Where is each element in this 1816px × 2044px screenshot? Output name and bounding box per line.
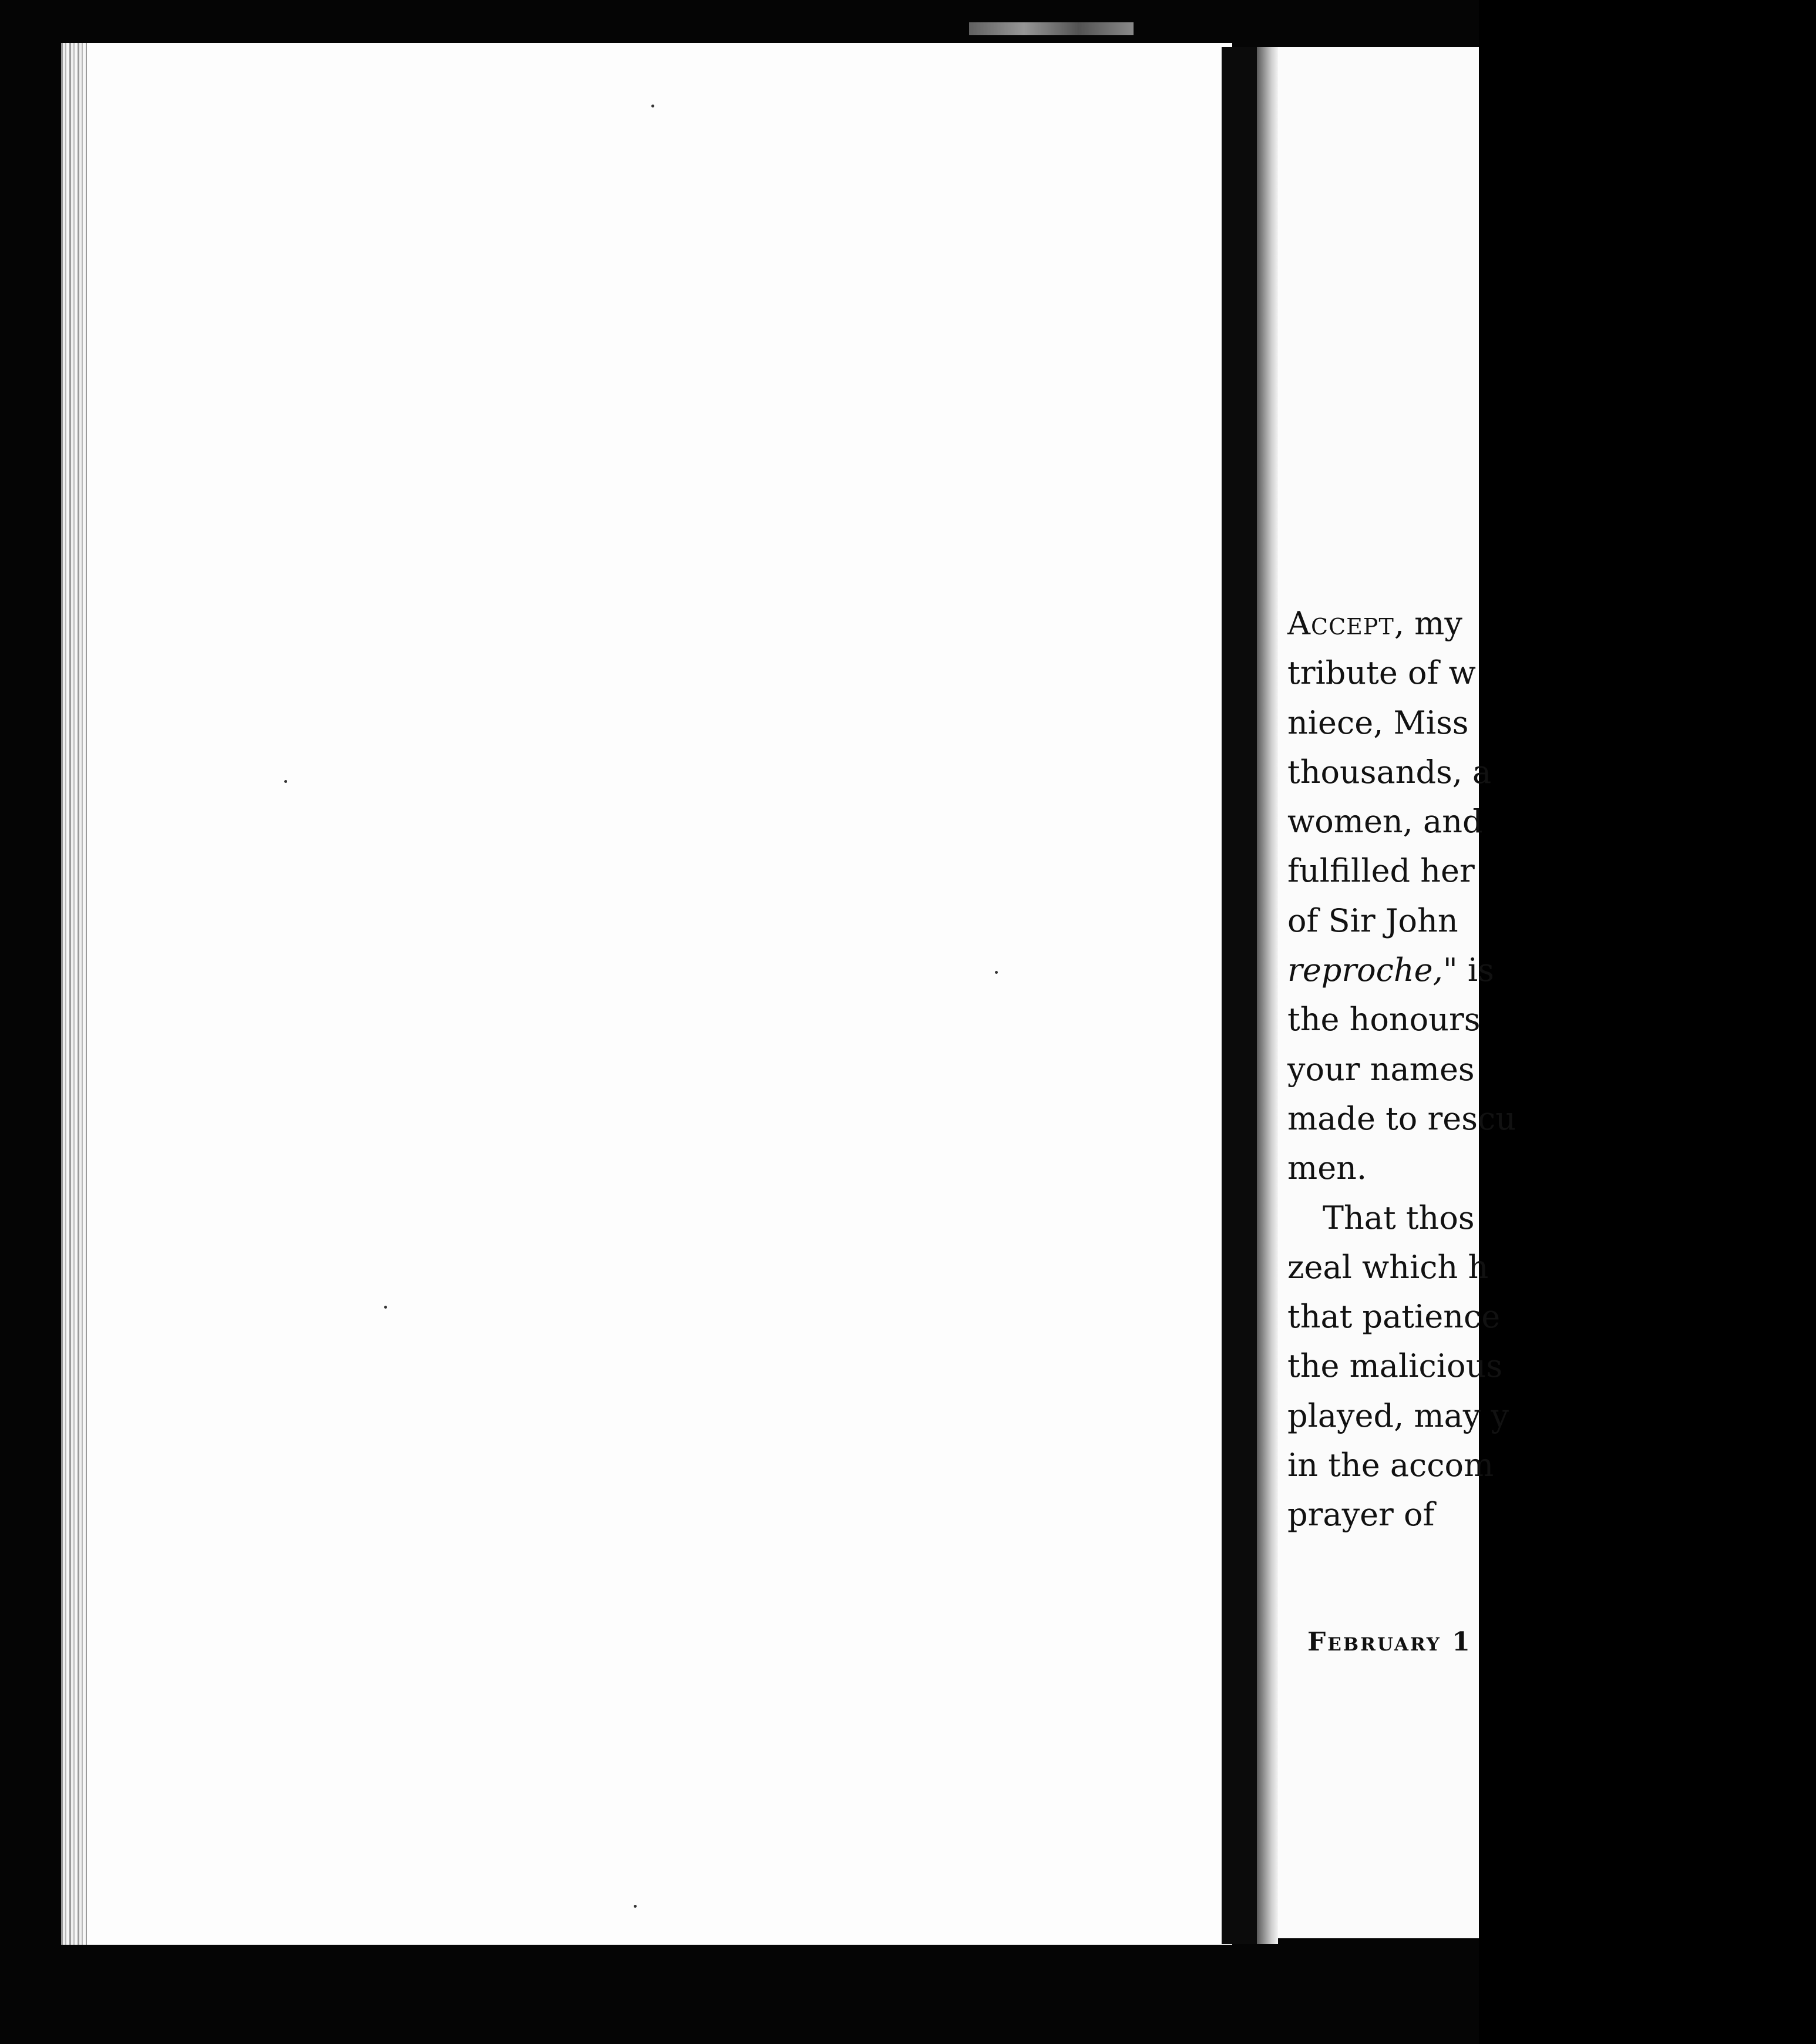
text-line: in the accom: [1287, 1447, 1494, 1484]
text-line: Accept, my: [1287, 605, 1462, 642]
text-line: That thos: [1323, 1199, 1475, 1236]
text-line: that patience: [1287, 1298, 1501, 1336]
text-line: men.: [1287, 1149, 1367, 1187]
paper-speck: [384, 1306, 387, 1309]
text-line: fulfilled her: [1287, 852, 1475, 890]
text-line: made to rescu: [1287, 1100, 1516, 1137]
text-line: prayer of: [1287, 1496, 1435, 1534]
right-text-page: [1278, 47, 1516, 1938]
text-line: women, and: [1287, 803, 1483, 841]
text-line: reproche," is: [1287, 952, 1494, 989]
text-line: niece, Miss: [1287, 704, 1469, 741]
date-line: February 1: [1307, 1627, 1472, 1657]
text-line: of Sir John: [1287, 902, 1458, 939]
paper-speck: [651, 105, 654, 107]
left-blank-page: [61, 43, 1232, 1945]
book-gutter: [1222, 47, 1257, 1944]
paper-speck: [995, 971, 998, 974]
text-line: zeal which h: [1287, 1248, 1489, 1286]
paper-speck: [284, 780, 287, 783]
paper-speck: [634, 1905, 637, 1908]
text-line: played, may y: [1287, 1397, 1509, 1434]
text-line: your names: [1287, 1050, 1475, 1088]
page-edge-lines: [61, 43, 87, 1945]
dedication-text: [1287, 599, 1816, 1540]
gutter-shadow: [1257, 47, 1278, 1944]
top-edge-smudge: [969, 22, 1134, 35]
text-line: the honours: [1287, 1001, 1481, 1038]
text-line: thousands, a: [1287, 753, 1492, 791]
text-line: the malicious: [1287, 1347, 1503, 1385]
text-line: tribute of w: [1287, 654, 1476, 692]
